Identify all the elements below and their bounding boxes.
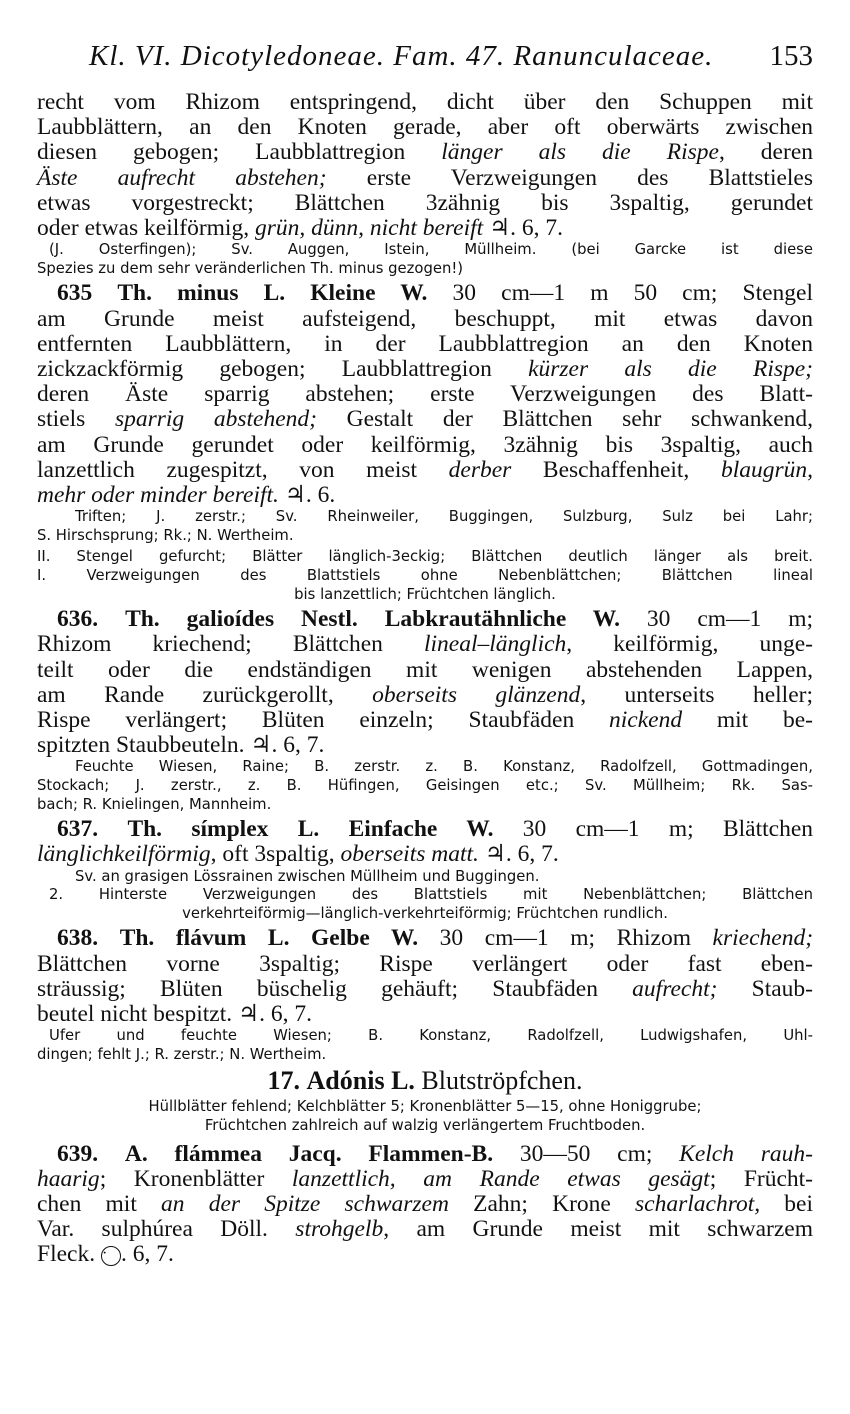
species-heading: 637. Th. símplex L. Einfache W. 30 cm—1 m; Blättchen — [57, 816, 814, 843]
text-line: haarig; Kronenblätter lanzettlich, am Rande etwas gesägt; Frücht- — [37, 1165, 814, 1192]
text-line: Laubblättern, an den Knoten gerade, aber oft oberwärts zwischen — [37, 114, 813, 141]
species-heading: 636. Th. galioídes Nestl. Labkrautähnliche W. 30 cm—1 m; — [57, 606, 814, 633]
text-line: Var. sulphúrea Döll. strohgelb, am Grunde meist mit schwarzem — [37, 1216, 814, 1243]
header-title: Kl. VI. Dicotyledoneae. Fam. 47. Ranunculaceae. — [89, 40, 714, 72]
page-number: 153 — [769, 40, 813, 72]
locality-line: Ufer und feuchte Wiesen; B. Konstanz, Radolfzell, Ludwigshafen, Uhl- — [49, 1027, 813, 1045]
key-line: verkehrteiförmig—länglich-verkehrteiförmig; Früchtchen rundlich. — [182, 904, 668, 922]
locality-line: Triften; J. zerstr.; Sv. Rheinweiler, Buggingen, Sulzburg, Sulz bei Lahr; — [75, 508, 813, 526]
text-line: sträussig; Blüten büschelig gehäuft; Staubfäden aufrecht; Staub- — [37, 975, 813, 1002]
text-line: Äste aufrecht abstehen; erste Verzweigungen des Blattstieles — [37, 164, 814, 191]
species-636 — [37, 607, 813, 814]
text-line: entfernten Laubblättern, in der Laubblattregion an den Knoten — [37, 330, 813, 357]
text-line: chen mit an der Spitze schwarzem Zahn; Krone scharlachrot, bei — [37, 1190, 814, 1217]
text-line: am Grunde gerundet oder keilförmig, 3zähnig bis 3spaltig, auch — [37, 431, 813, 458]
species-name: Th. galioídes Nestl. — [125, 606, 358, 633]
locality-line: Stockach; J. zerstr., z. B. Hüfingen, Geisingen etc.; Sv. Müllheim; Rk. Sas- — [37, 777, 813, 795]
species-number: 636. — [57, 606, 99, 633]
locality-line: Spezies zu dem sehr veränderlichen Th. minus gezogen!) — [37, 259, 464, 277]
genus-common-name: Blutströpfchen. — [421, 1066, 583, 1096]
intro-paragraph — [37, 90, 813, 278]
key-line: I. Verzweigungen des Blattstiels ohne Nebenblättchen; Blättchen lineal — [37, 567, 813, 585]
species-number: 637. — [57, 816, 99, 843]
text-line: oder etwas keilförmig, grün, dünn, nicht bereift ♃. 6, 7. — [37, 215, 564, 242]
species-637 — [37, 817, 813, 923]
common-name: Labkrautähnliche W. — [384, 606, 620, 633]
species-number: 635 — [57, 280, 93, 307]
species-heading: 635 Th. minus L. Kleine W. 30 cm—1 m 50 cm; Stengel — [57, 280, 814, 307]
locality-line: Sv. an grasigen Lössrainen zwischen Müllheim und Buggingen. — [75, 867, 540, 885]
genus-name: Adónis L. — [306, 1066, 415, 1096]
text-line: Rhizom kriechend; Blättchen lineal–länglich, keilförmig, unge- — [37, 631, 813, 658]
text-line: Rispe verlängert; Blüten einzeln; Staubfäden nickend mit be- — [37, 707, 813, 734]
text-line: am Rande zurückgerollt, oberseits glänzend, unterseits heller; — [37, 681, 813, 708]
text-line: etwas vorgestreckt; Blättchen 3zähnig bis 3spaltig, gerundet — [37, 189, 813, 216]
species-name: A. flámmea Jacq. — [124, 1140, 342, 1167]
text-line: am Grunde meist aufsteigend, beschuppt, mit etwas davon — [37, 305, 813, 332]
locality-line: dingen; fehlt J.; R. zerstr.; N. Wertheim. — [37, 1045, 327, 1063]
text-line: länglichkeilförmig, oft 3spaltig, oberseits matt. ♃. 6, 7. — [37, 841, 559, 868]
species-name: Th. flávum L. — [119, 925, 290, 952]
species-name: Th. símplex L. — [127, 816, 320, 843]
text-line: Blättchen vorne 3spaltig; Rispe verlängert oder fast eben- — [37, 950, 813, 977]
common-name: Gelbe W. — [311, 925, 419, 952]
key-line: II. Stengel gefurcht; Blätter länglich-3eckig; Blättchen deutlich länger als breit. — [37, 548, 813, 566]
locality-line: (J. Osterfingen); Sv. Auggen, Istein, Müllheim. (bei Garcke ist diese — [49, 241, 813, 259]
text-line: diesen gebogen; Laubblattregion länger als die Rispe, deren — [37, 139, 813, 166]
text-line: lanzettlich zugespitzt, von meist derber Beschaffenheit, blaugrün, — [37, 456, 813, 483]
species-heading: 638. Th. flávum L. Gelbe W. 30 cm—1 m; Rhizom kriechend; — [57, 925, 814, 952]
text-line: spitzten Staubbeuteln. ♃. 6, 7. — [37, 732, 325, 759]
genus-17 — [37, 1064, 813, 1135]
locality-line: bach; R. Knielingen, Mannheim. — [37, 795, 272, 813]
species-heading: 639. A. flámmea Jacq. Flammen-B. 30—50 cm; Kelch rauh- — [57, 1140, 813, 1167]
common-name: Flammen-B. — [368, 1140, 494, 1167]
text-line: recht vom Rhizom entspringend, dicht über den Schuppen mit — [37, 89, 813, 115]
genus-description: Hüllblätter fehlend; Kelchblätter 5; Kronenblätter 5—15, ohne Honiggrube; — [148, 1098, 702, 1116]
text-line: zickzackförmig gebogen; Laubblattregion kürzer als die Rispe; — [37, 356, 813, 383]
text-line: beutel nicht bespitzt. ♃. 6, 7. — [37, 1001, 312, 1027]
genus-number: 17. — [267, 1066, 301, 1096]
key-line: 2. Hinterste Verzweigungen des Blattstiels mit Nebenblättchen; Blättchen — [49, 886, 813, 904]
species-635 — [37, 281, 813, 604]
species-638 — [37, 926, 813, 1064]
text-line: stiels sparrig abstehend; Gestalt der Blättchen sehr schwankend, — [37, 406, 814, 433]
text-line: Fleck. · . 6, 7. — [37, 1241, 174, 1268]
page — [37, 36, 813, 1268]
text-line: teilt oder die endständigen mit wenigen abstehenden Lappen, — [37, 656, 813, 683]
species-name: Th. minus L. — [117, 280, 286, 307]
species-number: 638. — [57, 925, 99, 952]
annual-symbol-icon: · — [101, 1246, 121, 1266]
running-header — [37, 36, 813, 90]
locality-line: S. Hirschsprung; Rk.; N. Wertheim. — [37, 526, 294, 544]
common-name: Einfache W. — [348, 816, 494, 843]
common-name: Kleine W. — [310, 280, 428, 307]
species-639 — [37, 1142, 813, 1268]
text-line: mehr oder minder bereift. ♃. 6. — [37, 482, 336, 509]
locality-line: Feuchte Wiesen, Raine; B. zerstr. z. B. Konstanz, Radolfzell, Gottmadingen, — [75, 758, 813, 776]
species-number: 639. — [57, 1140, 99, 1167]
text-line: deren Äste sparrig abstehen; erste Verzweigungen des Blatt- — [37, 381, 813, 408]
key-line: bis lanzettlich; Früchtchen länglich. — [294, 585, 556, 603]
genus-description: Früchtchen zahlreich auf walzig verlängertem Fruchtboden. — [204, 1116, 646, 1134]
genus-heading — [37, 1064, 813, 1098]
